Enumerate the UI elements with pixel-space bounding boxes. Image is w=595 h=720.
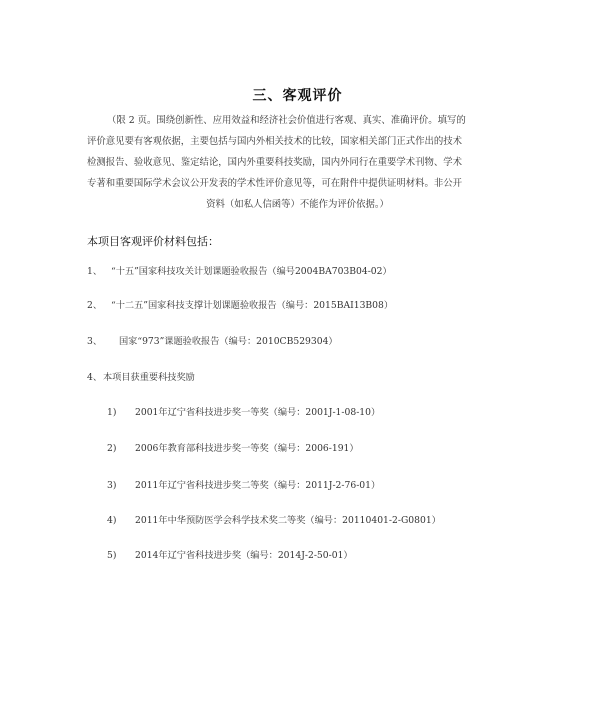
award-item bbox=[107, 440, 359, 454]
award-text: 2006年教育部科技进步奖一等奖（编号：2006-191） bbox=[135, 443, 359, 454]
list-item-number: 4、 bbox=[87, 372, 103, 383]
award-number: 4) bbox=[107, 515, 117, 526]
award-item bbox=[107, 512, 441, 526]
instructions-line: 检测报告、验收意见、鉴定结论，国内外重要科技奖励，国内外同行在重要学术刊物、学术 bbox=[87, 157, 463, 168]
list-item bbox=[87, 369, 195, 383]
award-item bbox=[107, 477, 380, 491]
award-number: 1) bbox=[107, 407, 117, 418]
list-item-text: 国家“973”课题验收报告（编号：2010CB529304） bbox=[119, 336, 338, 347]
instructions-line: 资料（如私人信函等）不能作为评价依据。） bbox=[206, 199, 389, 210]
award-number: 3) bbox=[107, 480, 117, 491]
list-item-number: 3、 bbox=[87, 336, 103, 347]
list-item bbox=[87, 333, 338, 347]
award-text: 2014年辽宁省科技进步奖（编号：2014J-2-50-01） bbox=[135, 550, 353, 561]
list-item-text: “十二五”国家科技支撑计划课题验收报告（编号：2015BAI13B08） bbox=[111, 300, 394, 311]
list-item bbox=[87, 263, 392, 277]
instructions-paragraph bbox=[87, 110, 508, 215]
list-item-number: 1、 bbox=[87, 266, 103, 277]
award-number: 5) bbox=[107, 550, 117, 561]
award-text: 2011年中华预防医学会科学技术奖二等奖（编号：20110401-2-G0801） bbox=[135, 515, 441, 526]
award-item bbox=[107, 404, 380, 418]
section-title: 三、客观评价 bbox=[252, 88, 343, 104]
list-item-text: “十五”国家科技攻关计划课题验收报告（编号2004BA703B04-02） bbox=[111, 266, 392, 277]
instructions-line: 专著和重要国际学术会议公开发表的学术性评价意见等，可在附件中提供证明材料。非公开 bbox=[87, 178, 463, 189]
materials-heading: 本项目客观评价材料包括： bbox=[87, 235, 219, 248]
instructions-line: （限 2 页。围绕创新性、应用效益和经济社会价值进行客观、真实、准确评价。填写的 bbox=[107, 115, 466, 126]
list-item-text: 本项目获重要科技奖励 bbox=[103, 372, 195, 383]
award-number: 2) bbox=[107, 443, 117, 454]
award-text: 2011年辽宁省科技进步奖二等奖（编号：2011J-2-76-01） bbox=[135, 480, 381, 491]
award-item bbox=[107, 547, 353, 561]
award-text: 2001年辽宁省科技进步奖一等奖（编号：2001J-1-08-10） bbox=[135, 407, 381, 418]
instructions-line: 评价意见要有客观依据，主要包括与国内外相关技术的比较，国家相关部门正式作出的技术 bbox=[87, 136, 463, 147]
list-item-number: 2、 bbox=[87, 300, 103, 311]
list-item bbox=[87, 297, 393, 311]
